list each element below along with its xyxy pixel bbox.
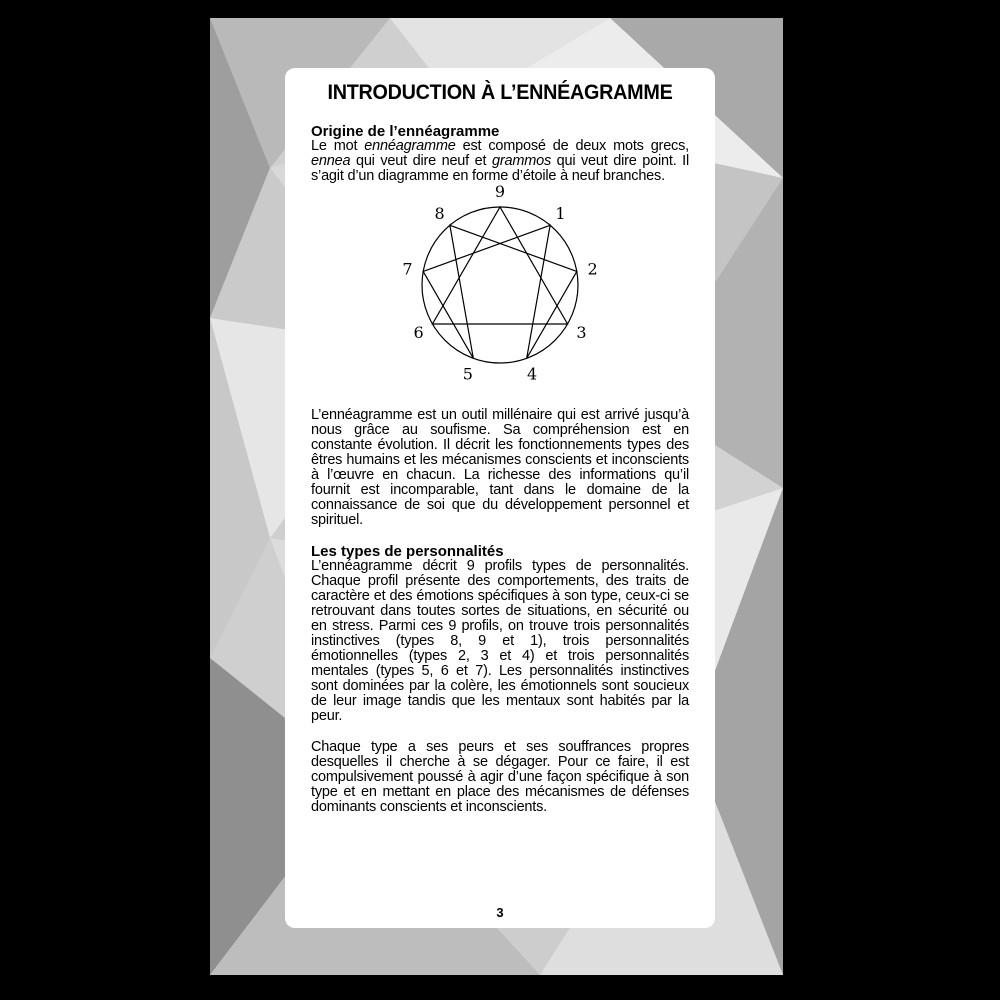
paragraph-origine-1-part-3: qui veut dire neuf et — [350, 153, 492, 169]
section-heading-types: Les types de personnalités — [311, 543, 504, 560]
word-enneagramme: ennéagramme — [364, 138, 456, 154]
enneagram-label-7: 7 — [402, 259, 413, 279]
enneagram-label-3: 3 — [576, 323, 587, 342]
paragraph-origine-1-part-2: est composé de deux mots grecs, — [455, 138, 689, 154]
enneagram-label-1: 1 — [555, 203, 566, 223]
document-page — [285, 68, 715, 928]
enneagram-lines — [422, 207, 578, 363]
page-number: 3 — [496, 905, 504, 920]
enneagram-labels — [402, 182, 597, 383]
enneagram-label-6: 6 — [413, 323, 424, 342]
page-title: INTRODUCTION À L’ENNÉAGRAMME — [327, 80, 673, 104]
enneagram-triangle — [432, 207, 567, 324]
enneagram-label-2: 2 — [587, 259, 598, 279]
paragraph-origine-1-part-4: qui veut dire point. Il s’agit d’un diagramme en forme d’étoile à neuf branches. — [311, 153, 690, 184]
section-heading-origine: Origine de l’ennéagramme — [311, 123, 500, 140]
enneagram-diagram — [385, 182, 615, 392]
paragraph-origine-2: L’ennéagramme est un outil millénaire qui est arrivé jusqu’à nous grâce au soufisme. Sa compréhension est en constante évolution. Il décrit les fonctionnements types des êtres humains et les mécanismes conscients et inconscients à l’œuvre en chacun. La richesse des informations qu’il fournit est incomparable, tant dans le domaine de la connaissance de soi que du développement personnel et spirituel. — [311, 407, 689, 528]
word-ennea: ennea — [311, 153, 351, 169]
enneagram-label-9: 9 — [494, 182, 506, 201]
paragraph-types-2: Chaque type a ses peurs et ses souffrances propres desquelles il cherche à se dégager. Pour ce faire, il est compulsivement poussé à agir d’une façon spécifique à son type et en mettant en place des mécanismes de défenses dominants conscients et inconscients. — [311, 739, 689, 815]
paragraph-origine-1-part-1: Le mot — [311, 138, 365, 154]
paragraph-types-1: L’ennéagramme décrit 9 profils types de personnalités. Chaque profil présente des comportements, des traits de caractère et des émotions spécifiques à son type, ceux-ci se retrouvant dans toutes sortes de situations, en sécurité ou en stress. Parmi ces 9 profils, on trouve trois personnalités instinctives (types 8, 9 et 1), trois personnalités émotionnelles (types 2, 3 et 4) et trois personnalités mentales (types 5, 6 et 7). Les personnalités instinctives sont dominées par la colère, les émotionnels sont soucieux de leur image tandis que les mentaux sont habités par la peur. — [311, 558, 689, 724]
enneagram-hexad — [423, 225, 577, 358]
enneagram-circle — [422, 207, 578, 363]
paragraph-origine-1 — [311, 139, 689, 184]
enneagram-label-5: 5 — [462, 364, 473, 384]
enneagram-label-4: 4 — [527, 364, 538, 384]
enneagram-label-8: 8 — [434, 203, 445, 223]
word-grammos: grammos — [491, 153, 551, 169]
